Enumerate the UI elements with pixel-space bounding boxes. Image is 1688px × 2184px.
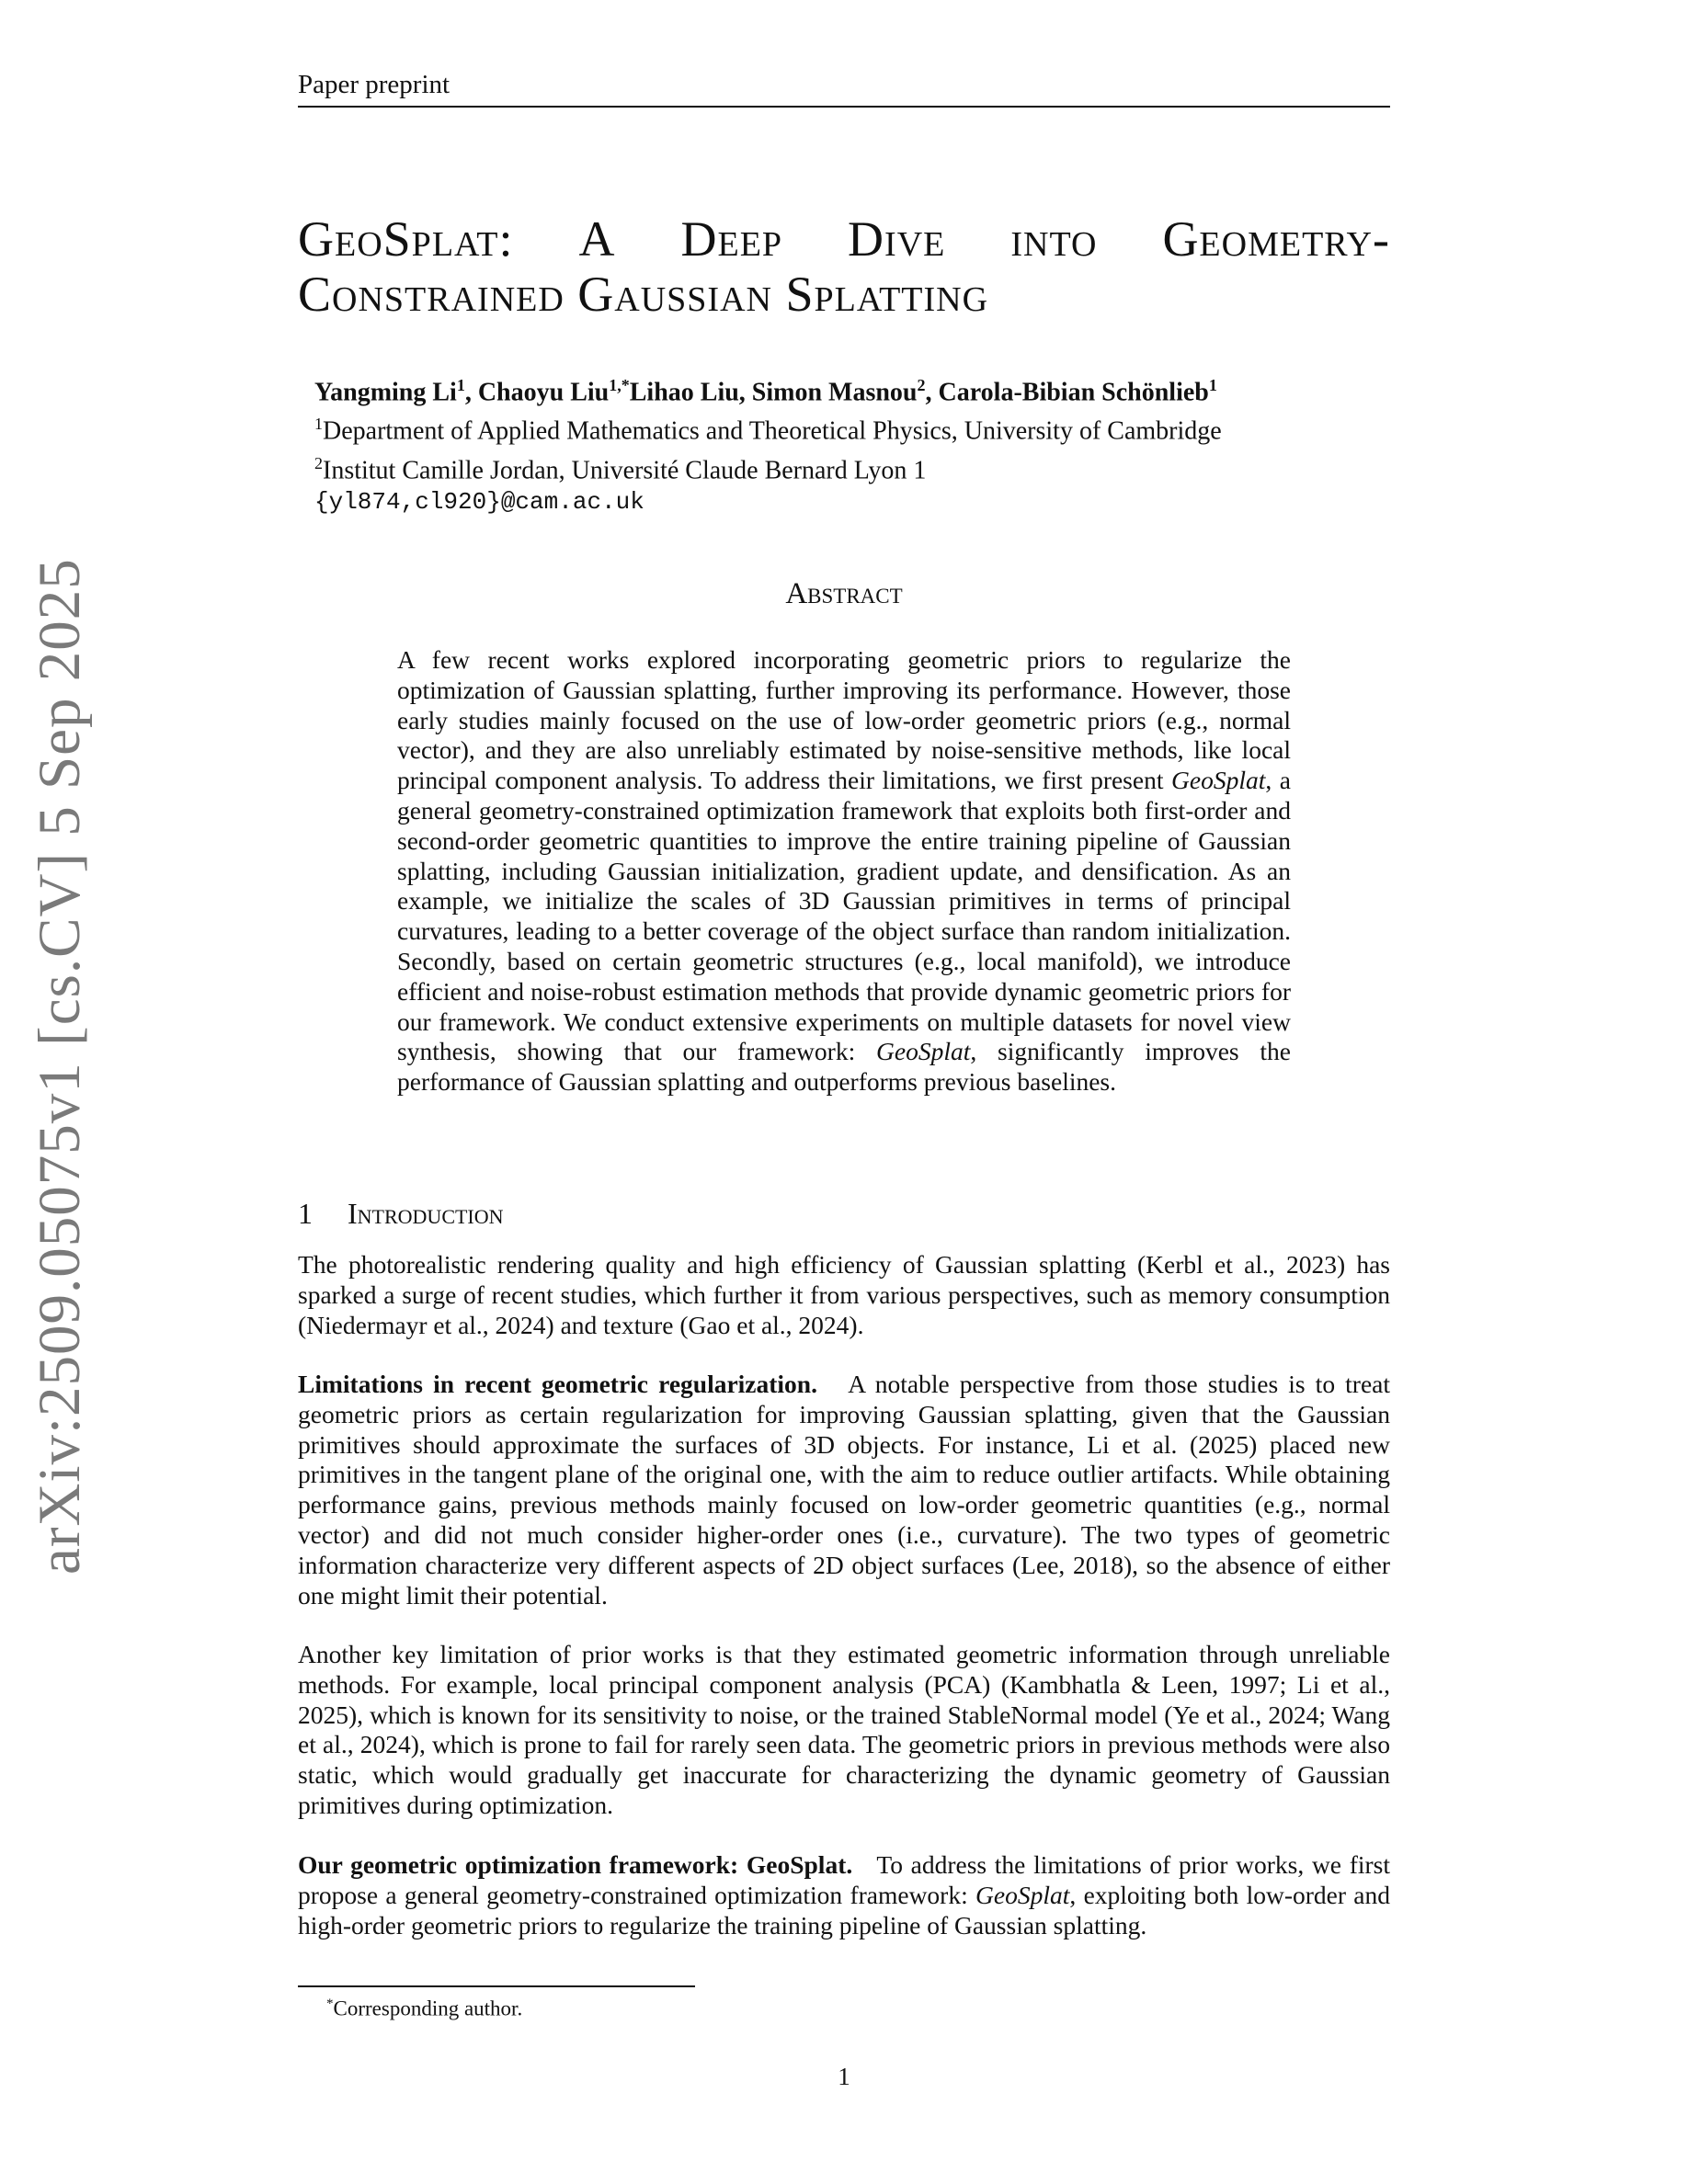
footnote-rule bbox=[298, 1985, 695, 1987]
footnote: *Corresponding author. bbox=[326, 1996, 523, 2020]
header-rule bbox=[298, 106, 1390, 108]
intro-paragraph-4: Our geometric optimization framework: GeoSplat. To address the limitations of prior works, we first propose a general geometry-constrained optimization framework: GeoSplat, exploiting both low-order and high-order geometric priors to regularize the training pipeline of Gaussian splatting. bbox=[298, 1850, 1391, 1939]
intro-paragraph-1: The photorealistic rendering quality and high efficiency of Gaussian splatting (Kerbl et al., 2023) has sparked a surge of recent studies, which further it from various perspectives, such as memory consumption (Niedermayr et al., 2024) and texture (Gao et al., 2024). bbox=[298, 1250, 1390, 1339]
title-word: Geometry- bbox=[1162, 211, 1390, 267]
title-word: Deep bbox=[680, 211, 783, 267]
author-block bbox=[314, 370, 1222, 518]
intro-paragraph-3: Another key limitation of prior works is that they estimated geometric information through unreliable methods. For example, local principal component analysis (PCA) (Kambhatla & Leen, 1997; Li et al., 2025), which is known for its sensitivity to noise, or the trained StableNormal model (Ye et al., 2024; Wang et al., 2024), which is prone to fail for rarely seen data. The geometric priors in previous methods were also static, which would gradually get inaccurate for characterizing the dynamic geometry of Gaussian primitives during optimization. bbox=[298, 1640, 1390, 1819]
abstract-text: A few recent works explored incorporating geometric priors to regularize the optimization of Gaussian splatting, further improving its performance. However, those early studies mainly focused on the use of low-order geometric priors (e.g., normal vector), and they are also unreliably estimated by noise-sensitive methods, like local principal component analysis. To address their limitations, we first present GeoSplat, a general geometry-constrained optimization framework that exploits both first-order and second-order geometric quantities to improve the entire training pipeline of Gaussian splatting, including Gaussian initialization, gradient update, and densification. As an example, we initialize the scales of 3D Gaussian primitives in terms of principal curvatures, leading to a better coverage of the object surface than random initialization. Secondly, based on certain geometric structures (e.g., local manifold), we introduce efficient and noise-robust estimation methods that provide dynamic geometric priors for our framework. We conduct extensive experiments on multiple datasets for novel view synthesis, showing that our framework: GeoSplat, significantly improves the performance of Gaussian splatting and outperforms previous baselines. bbox=[397, 645, 1291, 1097]
affiliation-1: $^1$Department of Applied Mathematics and Theoretical Physics, University of Cambridge bbox=[314, 415, 1222, 446]
title-word: A bbox=[578, 211, 616, 267]
page-number: 1 bbox=[838, 2063, 850, 2090]
arxiv-stamp: arXiv:2509.05075v1 [cs.CV] 5 Sep 2025 bbox=[27, 558, 93, 1575]
intro-paragraph-2: Limitations in recent geometric regularization. A notable perspective from those studies is to treat geometric priors as certain regularization for improving Gaussian splatting, given that the Gaussian primitives should approximate the surfaces of 3D objects. For instance, Li et al. (2025) placed new primitives in the tangent plane of the original one, with the aim to reduce outlier artifacts. While obtaining performance gains, previous methods mainly focused on low-order geometric quantities (e.g., normal vector) and did not much consider higher-order ones (i.e., curvature). The two types of geometric information characterize very different aspects of 2D object surfaces (Lee, 2018), so the absence of either one might limit their potential. bbox=[298, 1370, 1391, 1610]
paper-title bbox=[298, 211, 1390, 322]
section-heading: 1 Introduction bbox=[298, 1197, 504, 1230]
email-link[interactable]: {yl874,cl920}@cam.ac.uk bbox=[314, 487, 644, 516]
title-line-1 bbox=[298, 211, 1390, 267]
running-head: Paper preprint bbox=[298, 70, 451, 99]
title-line-2: Constrained Gaussian Splatting bbox=[298, 267, 989, 322]
title-word: GeoSplat: bbox=[298, 211, 514, 267]
abstract-heading: Abstract bbox=[785, 577, 903, 610]
title-word: into bbox=[1010, 211, 1098, 267]
affiliation-2: $^2$Institut Camille Jordan, Université Claude Bernard Lyon 1 bbox=[314, 453, 927, 484]
author-names: Yangming Li$^1$, Chaoyu Liu$^{1,*}$Lihao Liu, Simon Masnou$^2$, Carola-Bibian Schönlieb$^1$ bbox=[314, 376, 1217, 407]
title-word: Dive bbox=[848, 211, 946, 267]
